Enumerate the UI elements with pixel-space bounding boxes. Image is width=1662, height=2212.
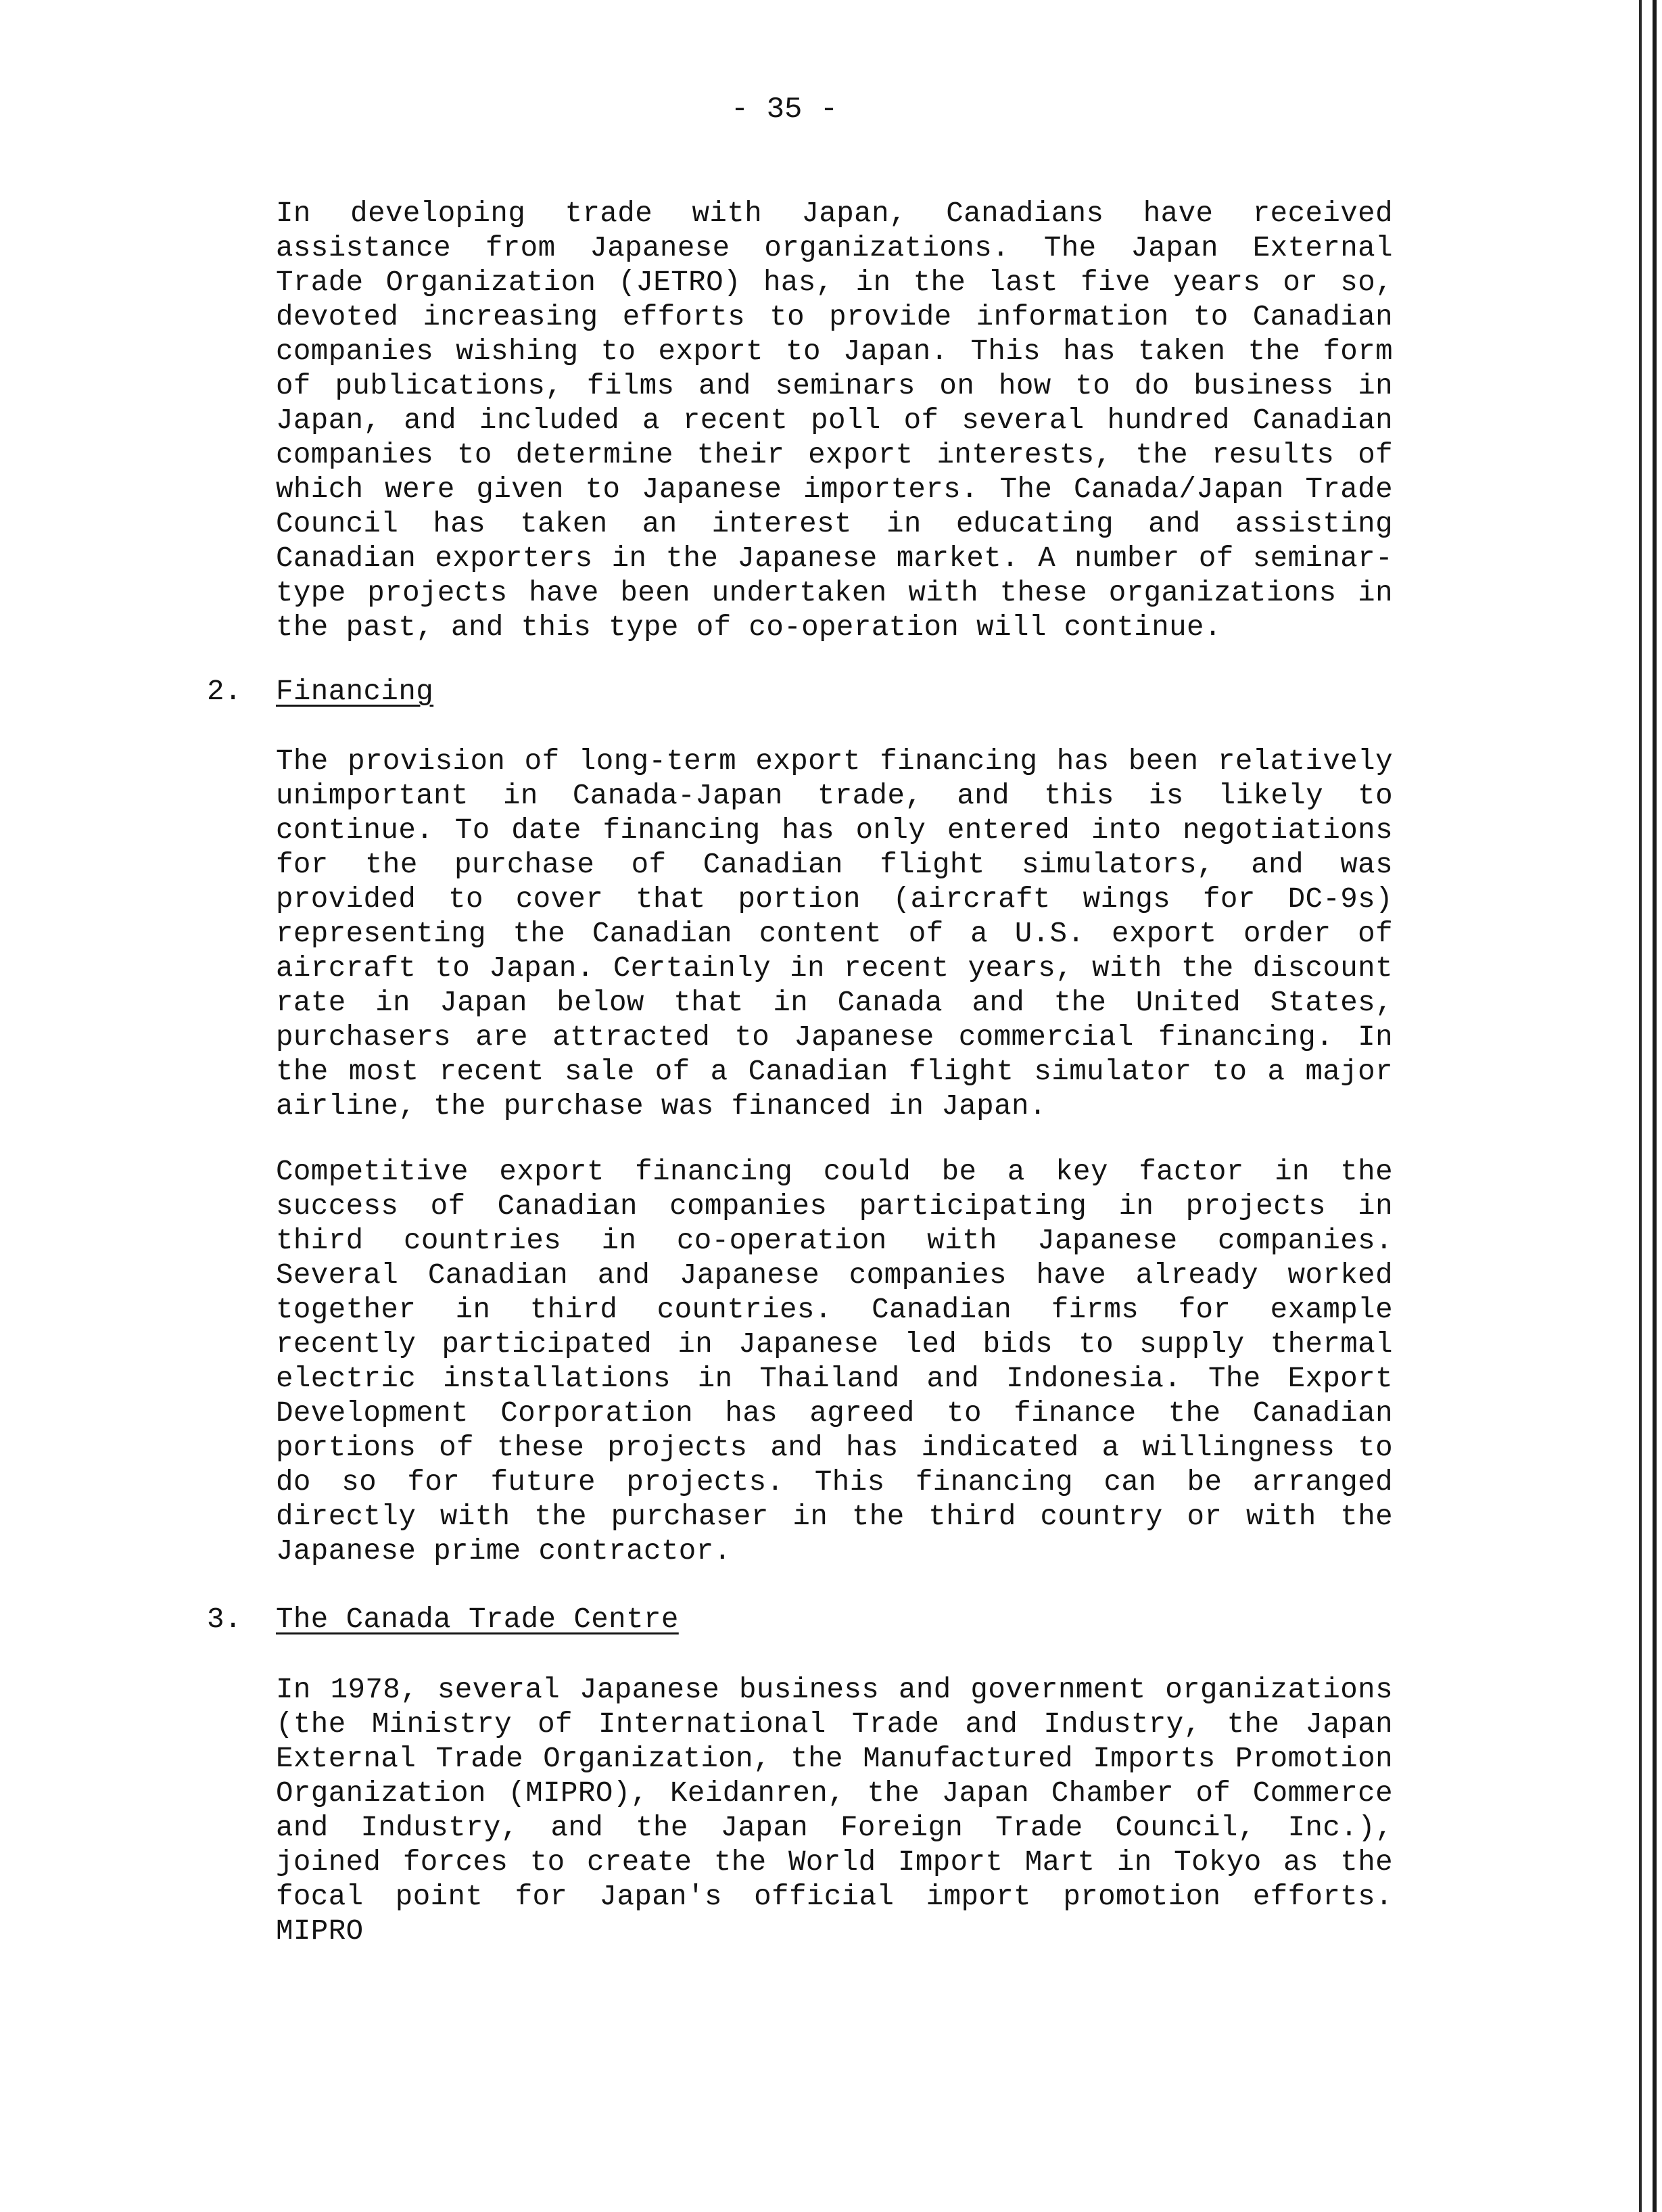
scan-edge-line [1639,0,1642,2212]
section-title: The Canada Trade Centre [276,1603,679,1636]
paragraph-text: The provision of long-term export financing has been relatively unimportant in Canada-Japan trade, and this is likely to continue. To date financing has only entered into negotiations for the purchase of Canadian flight simulators, and was provided to cover that portion (aircraft wings for DC-9s) representing the Canadian content of a U.S. export order of aircraft to Japan. Certainly in recent years, with the discount rate in Japan below that in Canada and the United States, purchasers are attracted to Japanese commercial financing. In the most recent sale of a Canadian flight simulator to a major airline, the purchase was financed in Japan. [276,745,1393,1123]
section-number: 3. [207,1603,242,1636]
section-heading-financing [207,675,613,709]
paragraph-long-term-financing [276,745,1393,1124]
scan-edge-line [1653,0,1657,2212]
paragraph-world-import-mart [276,1673,1393,1949]
section-title: Financing [276,676,434,708]
paragraph-text: In developing trade with Japan, Canadians have received assistance from Japanese organizations. The Japan External Trade Organization (JETRO) has, in the last five years or so, devoted increasing efforts to provide information to Canadian companies wishing to export to Japan. This has taken the form of publications, films and seminars on how to do business in Japan, and included a recent poll of several hundred Canadian companies to determine their export interests, the results of which were given to Japanese importers. The Canada/Japan Trade Council has taken an interest in educating and assisting Canadian exporters in the Japanese market. A number of seminar-type projects have been undertaken with these organizations in the past, and this type of co-operation will continue. [276,197,1393,644]
paragraph-text: In 1978, several Japanese business and government organizations (the Ministry of International Trade and Industry, the Japan External Trade Organization, the Manufactured Imports Promotion Organization (MIPRO), Keidanren, the Japan Chamber of Commerce and Industry, and the Japan Foreign Trade Council, Inc.), joined forces to create the World Import Mart in Tokyo as the focal point for Japan's official import promotion efforts. MIPRO [276,1674,1393,1948]
paragraph-competitive-financing [276,1155,1393,1569]
page-number: - 35 - [730,93,838,126]
section-number: 2. [207,676,242,708]
section-heading-trade-centre [207,1603,748,1637]
paragraph-jetro-assistance [276,197,1393,645]
paragraph-text: Competitive export financing could be a key factor in the success of Canadian companies participating in projects in third countries in co-operation with Japanese companies. Several Canadian and Japanese companies have already worked together in third countries. Canadian firms for example recently participated in Japanese led bids to supply thermal electric installations in Thailand and Indonesia. The Export Development Corporation has agreed to finance the Canadian portions of these projects and has indicated a willingness to do so for future projects. This financing can be arranged directly with the purchaser in the third country or with the Japanese prime contractor. [276,1156,1393,1568]
